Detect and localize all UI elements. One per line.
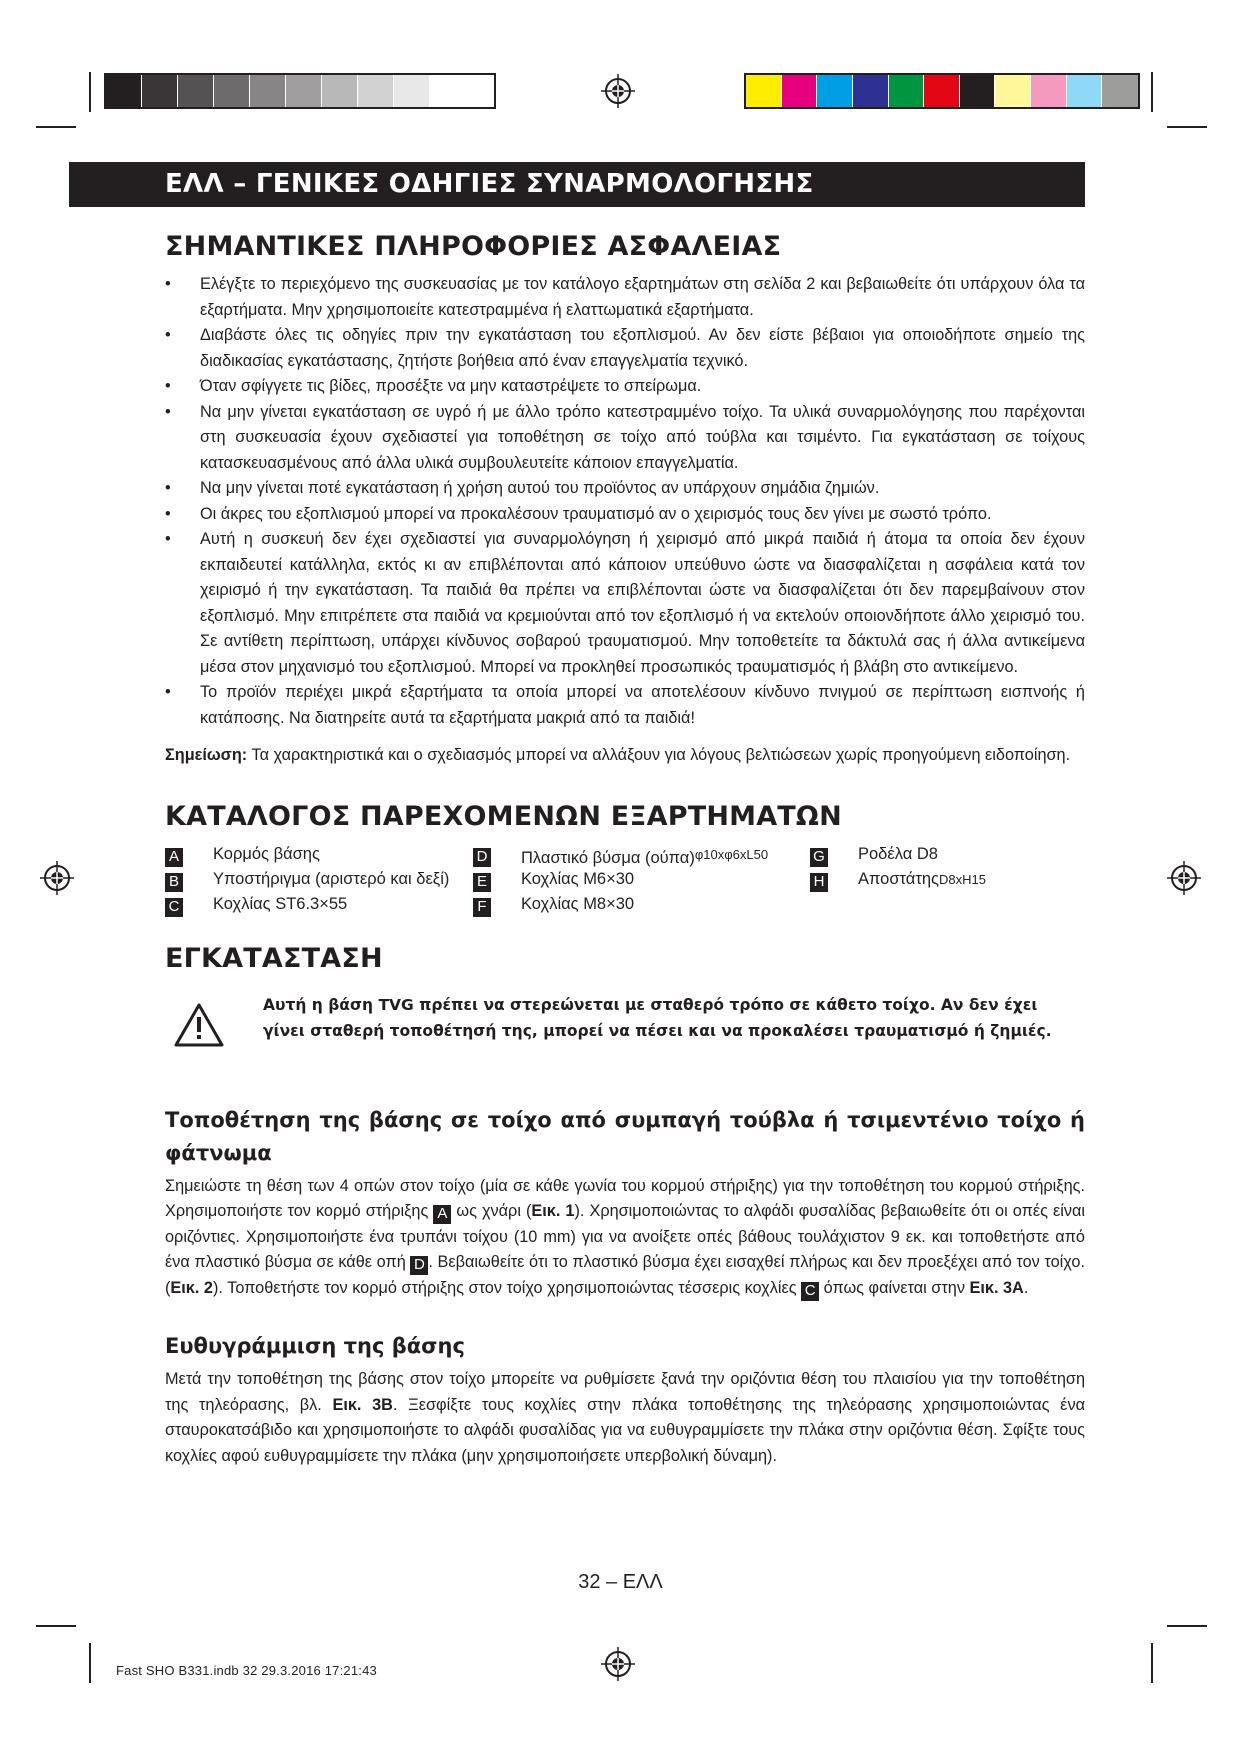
safety-item (165, 323, 1085, 374)
color-swatch (889, 75, 925, 107)
text-run: ). Χρησιμοποιώντας το αλφάδι φυσαλίδας βεβαιωθείτε ότι οι οπές είναι οριζόντιες. Χρησιμοποιήστε ένα τρυπάνι τοίχου (10 mm) για να ανοίξετε οπές βάθους τουλάχιστον 9 εκ. και τοποθετήστε από ένα πλαστικό βύσμα σε κάθε οπή (165, 1202, 1086, 1271)
bullet-dot: • (165, 530, 171, 548)
safety-item (165, 502, 1085, 528)
part-letter-badge: B (165, 873, 183, 892)
parts-heading: ΚΑΤΑΛΟΓΟΣ ΠΑΡΕΧΟΜΕΝΩΝ ΕΞΑΡΤΗΜΑΤΩΝ (165, 800, 842, 832)
warning-triangle-icon (173, 1002, 225, 1048)
crop-mark (1167, 1625, 1207, 1627)
part-label: Κοχλίας M6×30 (521, 869, 635, 888)
figure-ref: Εικ. 1 (531, 1202, 575, 1220)
part-letter-badge: A (165, 848, 183, 867)
text-run: ως χνάρι ( (451, 1202, 532, 1220)
color-swatch (995, 75, 1031, 107)
part-label: Ροδέλα D8 (858, 844, 938, 863)
text-run: Σημειώστε τη θέση των 4 οπών στον τοίχο (μία σε κάθε γωνία του κορμού στήριξης) για την τοποθέτηση του κορμού στήριξης. Χρησιμοποιήστε τον κορμό στήριξης (165, 1176, 1085, 1220)
safety-note (165, 743, 1085, 769)
safety-item (165, 374, 1085, 400)
part-spec: D8xH15 (939, 871, 986, 887)
part-label: Αποστάτης (858, 869, 939, 888)
text-run: ). Τοποθετήστε τον κορμό στήριξης στον τοίχο χρησιμοποιώντας τέσσερις κοχλίες (213, 1278, 802, 1297)
print-slug: Fast SHO B331.indb 32 29.3.2016 17:21:43 (116, 1663, 377, 1678)
part-letter-badge: E (473, 873, 491, 892)
part-spec: φ10xφ6xL50 (694, 846, 769, 862)
part-letter-badge: C (801, 1282, 819, 1301)
crop-mark (1151, 72, 1153, 112)
color-swatch (782, 75, 818, 107)
bullet-dot: • (165, 504, 171, 523)
part-label: Υποστήριγμα (αριστερό και δεξί) (213, 869, 450, 888)
crop-mark (36, 1625, 76, 1627)
part-letter-badge: D (473, 848, 491, 867)
safety-item-text: Διαβάστε όλες τις οδηγίες πριν την εγκατάσταση του εξοπλισμού. Αν δεν είστε βέβαιοι για οποιοδήποτε σημείο της διαδικασίας εγκατάστασης, ζητήστε βοήθεια από έναν επαγγελματία τεχνικό. (200, 326, 1085, 370)
part-label: Κοχλίας ST6.3×55 (213, 894, 348, 913)
part-letter-badge: A (433, 1205, 451, 1224)
safety-item (165, 272, 1085, 323)
color-swatch (924, 75, 960, 107)
safety-list (165, 272, 1085, 731)
part-label: Πλαστικό βύσμα (ούπα) (521, 848, 695, 867)
page-header-bar (69, 162, 1085, 207)
part-item (165, 867, 450, 892)
safety-item (165, 680, 1085, 731)
part-label: Κορμός βάσης (213, 844, 320, 863)
text-run: . Βεβαιωθείτε ότι το πλαστικό βύσμα έχει εισαχθεί πλήρως και δεν προεξέχει από τον τοίχο. ( (165, 1253, 1085, 1297)
color-swatch (853, 75, 889, 107)
note-text: Τα χαρακτηριστικά και ο σχεδιασμός μπορεί να αλλάξουν για λόγους βελτιώσεων χωρίς προηγούμενη ειδοποίηση. (247, 746, 1071, 764)
parts-list (165, 842, 1085, 916)
color-swatch (358, 75, 394, 107)
bullet-dot: • (165, 377, 171, 395)
wall-mount-paragraph (165, 1174, 1085, 1302)
text-run: . Ξεσφίξτε τους κοχλίες στην πλάκα τοποθέτησης της τηλεόρασης χρησιμοποιώντας ένα σταυροκατσάβιδο και χρησιμοποιήστε το αλφάδι φυσαλίδας για να ευθυγραμμίσετε την πλάκα στην οριζόντια θέση. Σφίξτε τους κοχλίες αφού ευθυγραμμίσετε την πλάκα (μην χρησιμοποιήσετε υπερβολική δύναμη). (165, 1395, 1085, 1465)
crop-mark (89, 1643, 91, 1683)
registration-mark-icon (601, 74, 635, 108)
safety-item (165, 476, 1085, 502)
part-item (810, 867, 986, 892)
color-swatch (817, 75, 853, 107)
color-swatch (746, 75, 782, 107)
safety-item-text: Αυτή η συσκευή δεν έχει σχεδιαστεί για συναρμολόγηση ή χειρισμό από μικρά παιδιά ή άτομα τα οποία δεν έχουν εκπαιδευτεί κατάλληλα, εκτός κι αν επιβλέπονται από κάποιον υπεύθυνο ώστε να διασφαλίζεται η ασφάλεια κατά τον χειρισμό ή την εγκατάσταση. Τα παιδιά θα πρέπει να επιβλέπονται ώστε να διασφαλίζεται ότι δεν παρεμβαίνουν στον εξοπλισμό. Μην επιτρέπετε στα παιδιά να κρεμιούνται από τον εξοπλισμό ή να εκτελούν οποιονδήποτε άλλο χειρισμό του. Σε αντίθετη περίπτωση, υπάρχει κίνδυνος σοβαρού τραυματισμού. Μην τοποθετείτε τα δάκτυλά σας ή άλλα αντικείμενα μέσα στον μηχανισμό του εξοπλισμού. Μπορεί να προκληθεί προσωπικός τραυματισμός ή βλάβη στο αντικείμενο. (200, 530, 1085, 676)
text-run: . (1023, 1278, 1029, 1297)
wall-mount-heading: Τοποθέτηση της βάσης σε τοίχο από συμπαγή τούβλα ή τσιμεντένιο τοίχο ή φάτνωμα (165, 1107, 1085, 1165)
safety-item-text: Να μην γίνεται ποτέ εγκατάσταση ή χρήση αυτού του προϊόντος αν υπάρχουν σημάδια ζημιών. (200, 479, 880, 497)
part-letter-badge: G (810, 848, 828, 867)
crop-mark (36, 126, 76, 128)
page-number: 32 – ΕΛΛ (578, 1571, 663, 1593)
crop-mark (89, 72, 91, 112)
part-letter-badge: H (810, 873, 828, 892)
bullet-dot: • (165, 275, 171, 293)
figure-ref: Εικ. 3B (332, 1395, 393, 1414)
part-item (473, 892, 635, 917)
color-swatch (214, 75, 250, 107)
color-swatch (286, 75, 322, 107)
part-label: Κοχλίας M8×30 (521, 894, 635, 913)
safety-item-text: Να μην γίνεται εγκατάσταση σε υγρό ή με άλλο τρόπο κατεστραμμένο τοίχο. Τα υλικά συναρμολόγησης που παρέχονται στη συσκευασία έχουν σχεδιαστεί για τοποθέτηση σε τοίχο από τούβλα και τσιμέντο. Για εγκατάσταση σε τοίχους κατασκευασμένους από άλλα υλικά συμβουλευτείτε κάποιον επαγγελματία. (200, 402, 1085, 472)
bullet-dot: • (165, 326, 171, 344)
registration-mark-icon (1167, 861, 1201, 895)
bullet-dot: • (165, 479, 171, 497)
figure-ref: Εικ. 3A (969, 1278, 1024, 1297)
color-swatch (1102, 75, 1138, 107)
installation-warning (165, 992, 1085, 1068)
color-swatch (394, 75, 430, 107)
part-letter-badge: F (473, 898, 491, 917)
grayscale-color-bar (104, 73, 496, 109)
crop-mark (1151, 1643, 1153, 1683)
bullet-dot: • (165, 402, 171, 421)
safety-item-text: Όταν σφίγγετε τις βίδες, προσέξτε να μην καταστρέψετε το σπείρωμα. (200, 377, 702, 395)
part-letter-badge: C (165, 898, 183, 917)
safety-heading: ΣΗΜΑΝΤΙΚΕΣ ΠΛΗΡΟΦΟΡΙΕΣ ΑΣΦΑΛΕΙΑΣ (165, 231, 782, 262)
crop-mark (1167, 126, 1207, 128)
text-run: Μετά την τοποθέτηση της βάσης στον τοίχο μπορείτε να ρυθμίσετε ξανά την οριζόντια θέση του πλαισίου για την τοποθέτηση της τηλεόρασης, βλ. (165, 1370, 1085, 1414)
color-swatch (1067, 75, 1103, 107)
alignment-paragraph (165, 1367, 1085, 1469)
alignment-heading: Ευθυγράμμιση της βάσης (165, 1334, 465, 1358)
part-item (473, 867, 635, 892)
color-swatch (142, 75, 178, 107)
safety-item (165, 527, 1085, 680)
part-item (810, 842, 938, 867)
registration-mark-icon (40, 861, 74, 895)
color-swatch (322, 75, 358, 107)
main-content (165, 228, 1085, 1469)
safety-item (165, 400, 1085, 477)
text-run: όπως φαίνεται στην (819, 1278, 970, 1297)
part-letter-badge: D (410, 1256, 428, 1275)
color-swatch (1031, 75, 1067, 107)
figure-ref: Εικ. 2 (170, 1278, 213, 1297)
registration-mark-icon (601, 1647, 635, 1681)
color-swatch (430, 75, 466, 107)
safety-item-text: Το προϊόν περιέχει μικρά εξαρτήματα τα οποία μπορεί να αποτελέσουν κίνδυνο πνιγμού σε περίπτωση εισπνοής ή κατάποσης. Να διατηρείτε αυτά τα εξαρτήματα μακριά από τα παιδιά! (200, 683, 1085, 727)
warning-text: Αυτή η βάση TVG πρέπει να στερεώνεται με σταθερό τρόπο σε κάθετο τοίχο. Αν δεν έχει γίνει σταθερή τοποθέτησή της, μπορεί να πέσει και να προκαλέσει τραυματισμό ή ζημιές. (263, 995, 1052, 1040)
color-swatch (106, 75, 142, 107)
safety-item-text: Οι άκρες του εξοπλισμού μπορεί να προκαλέσουν τραυματισμό αν ο χειρισμός τους δεν γίνει με σωστό τρόπο. (200, 504, 992, 523)
installation-heading: ΕΓΚΑΤΑΣΤΑΣΗ (165, 942, 383, 974)
note-label: Σημείωση: (165, 746, 248, 764)
process-color-bar (744, 73, 1140, 109)
color-swatch (250, 75, 286, 107)
page-title: ΕΛΛ – ΓΕΝΙΚΕΣ ΟΔΗΓΙΕΣ ΣΥΝΑΡΜΟΛΟΓΗΣΗΣ (165, 169, 814, 199)
part-item (165, 842, 320, 867)
color-swatch (960, 75, 996, 107)
bullet-dot: • (165, 683, 171, 701)
safety-item-text: Ελέγξτε το περιεχόμενο της συσκευασίας με τον κατάλογο εξαρτημάτων στη σελίδα 2 και βεβαιωθείτε ότι υπάρχουν όλα τα εξαρτήματα. Μην χρησιμοποιείτε κατεστραμμένα ή ελαττωματικά εξαρτήματα. (200, 275, 1085, 319)
part-item (165, 892, 348, 917)
color-swatch (178, 75, 214, 107)
